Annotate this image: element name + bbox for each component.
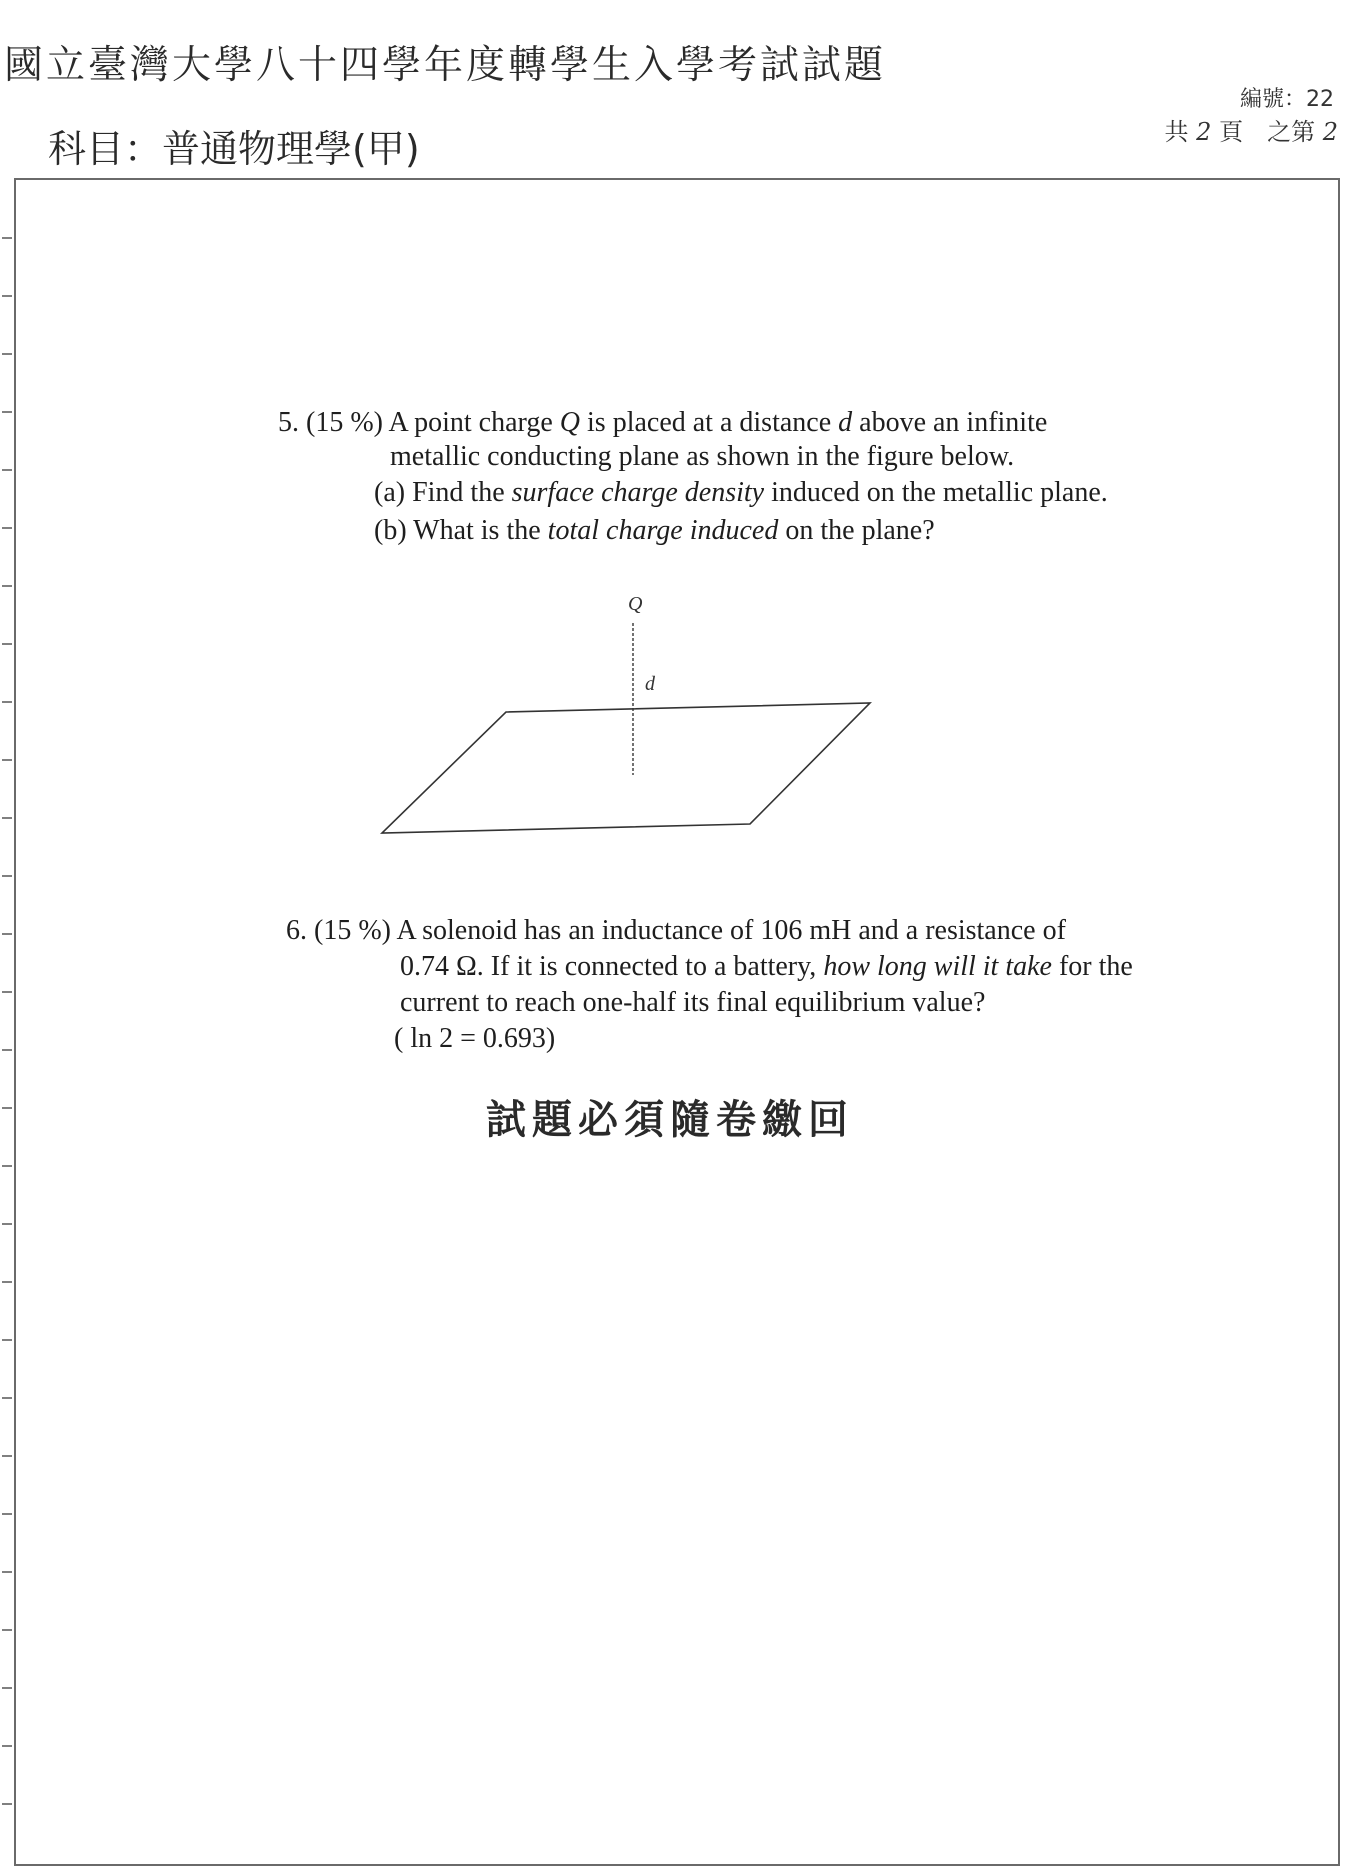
question-6-number: 6. (15 %)	[286, 915, 397, 946]
q5-text-a: A point charge	[388, 407, 560, 438]
question-6-hint: ( ln 2 = 0.693)	[394, 1023, 556, 1054]
exam-title: 國立臺灣大學八十四學年度轉學生入學考試試題	[4, 43, 887, 88]
subject-label: 科目：普通物理學(甲)	[48, 127, 420, 171]
serial-number: 編號：22	[1240, 87, 1334, 112]
q6-emphasis: how long will it take	[823, 951, 1052, 982]
question-5-part-b	[374, 512, 935, 550]
figure-conducting-plane	[382, 703, 870, 833]
question-5-line-1	[278, 404, 1047, 442]
page-middle: 頁 之第	[1219, 118, 1316, 146]
charge-plane-figure	[370, 585, 890, 845]
q5a-post: induced on the metallic plane.	[764, 477, 1108, 508]
q5-var-d: d	[838, 407, 853, 438]
q5a-pre: (a) Find the	[374, 477, 512, 508]
q6-text-c: for the	[1051, 951, 1133, 982]
q5a-emphasis: surface charge density	[511, 477, 765, 508]
question-6-line-3: current to reach one-half its final equilibrium value?	[400, 987, 986, 1018]
page-current: 2	[1322, 118, 1338, 146]
page-indicator	[1165, 112, 1338, 147]
question-6-line-1	[286, 912, 1066, 950]
q6-text-b: 0.74 Ω. If it is connected to a battery,	[400, 951, 824, 982]
return-stamp: 試題必須隨卷繳回	[486, 1096, 854, 1143]
q5b-emphasis: total charge induced	[547, 515, 779, 546]
question-5-part-a	[374, 474, 1108, 512]
figure-charge-label: Q	[628, 593, 643, 615]
question-5-line-2: metallic conducting plane as shown in the figure below.	[390, 441, 1015, 472]
figure-distance-label: d	[645, 673, 655, 695]
q5-text-b: is placed at a distance	[580, 407, 839, 438]
q5-text-c: above an infinite	[852, 407, 1048, 438]
q6-text-a: A solenoid has an inductance of 106 mH and a resistance of	[396, 915, 1066, 946]
question-5-number: 5. (15 %)	[278, 407, 389, 438]
page-prefix: 共	[1164, 118, 1189, 146]
q5b-post: on the plane?	[778, 515, 935, 546]
question-6-line-2	[400, 948, 1133, 986]
page-total: 2	[1196, 118, 1212, 146]
q5b-pre: (b) What is the	[374, 515, 548, 546]
q5-var-q: Q	[559, 407, 581, 438]
margin-ticks	[0, 178, 14, 1868]
